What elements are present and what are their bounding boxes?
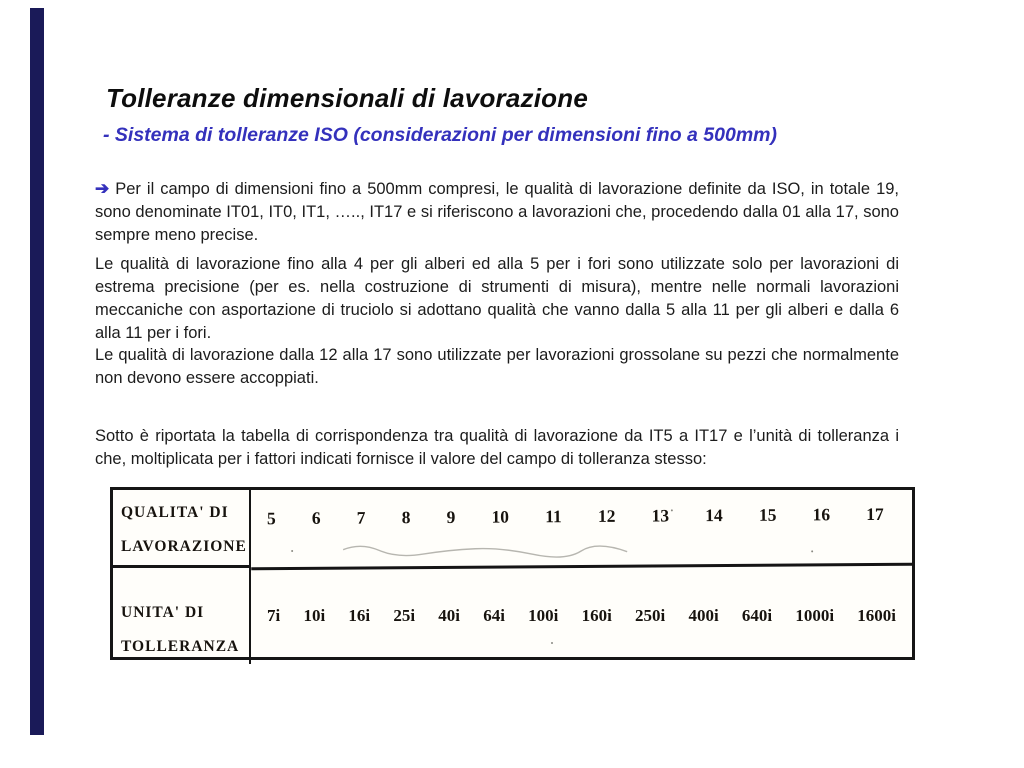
tolerance-unit: 640i	[741, 606, 773, 625]
paragraph-intro	[95, 177, 899, 247]
page-subtitle: - Sistema di tolleranze ISO (considerazioni per dimensioni fino a 500mm)	[103, 124, 777, 147]
tolerance-unit: 10i	[303, 606, 326, 625]
quality-label-line1: QUALITA' DI	[121, 504, 229, 521]
tolerance-unit: 25i	[393, 606, 416, 625]
scan-artifact-squiggle	[341, 542, 631, 560]
tolerance-unit: 40i	[438, 606, 460, 625]
paragraph-table-caption: Sotto è riportata la tabella di corrispondenza tra qualità di lavorazione da IT5 a IT17 e l’unità di tolleranza i che, moltiplicata per i fattori indicati fornisce il valore del campo di tolleranza stesso:	[95, 426, 899, 468]
quality-grade: 16	[812, 504, 831, 525]
quality-grade: 5	[266, 508, 276, 529]
quality-grade: 7	[356, 507, 366, 528]
slide-edge-bar	[30, 8, 44, 735]
quality-grade: 12	[597, 505, 616, 526]
quality-grade: 13	[651, 505, 670, 526]
tolerance-unit: 64i	[483, 606, 505, 625]
quality-grade: 10	[491, 506, 510, 527]
tolerance-table	[110, 487, 915, 660]
arrow-bullet-icon: ➔	[95, 178, 110, 198]
paragraph-intro-text: Per il campo di dimensioni fino a 500mm compresi, le qualità di lavorazione definite da ISO, in totale 19, sono denominate IT01, IT0, IT1, ….., IT17 e si riferiscono a lavorazioni che, procedendo dalla 01 alla 17, sono sempre meno precise.	[95, 179, 899, 244]
table-row-label-unit	[113, 568, 251, 664]
page-title: Tolleranze dimensionali di lavorazione	[106, 83, 588, 114]
tolerance-unit: 400i	[688, 606, 719, 625]
quality-grade: 6	[311, 507, 321, 528]
quality-grade: 8	[401, 507, 411, 528]
quality-grade: 14	[705, 505, 723, 526]
tolerance-unit: 160i	[581, 606, 612, 625]
unit-label-line2: TOLLERANZA	[121, 638, 240, 655]
tolerance-unit-row	[251, 568, 912, 664]
scan-artifact-speck	[811, 550, 813, 552]
quality-grade: 15	[758, 504, 777, 525]
table-row-label-quality	[113, 490, 251, 568]
paragraph-coarse: Le qualità di lavorazione dalla 12 alla 17 sono utilizzate per lavorazioni grossolane su pezzi che normalmente non devono essere accoppiati.	[95, 345, 899, 387]
tolerance-unit: 100i	[528, 606, 559, 625]
tolerance-unit: 16i	[348, 606, 371, 625]
quality-grade: 9	[446, 506, 456, 527]
tolerance-unit: 1600i	[857, 606, 896, 625]
scan-artifact-speck	[291, 550, 293, 552]
quality-grade: 17	[866, 503, 884, 525]
tolerance-unit: 1000i	[795, 606, 835, 625]
tolerance-unit: 250i	[635, 606, 666, 625]
scan-artifact-speck	[551, 642, 553, 644]
scan-artifact-speck	[671, 509, 673, 511]
unit-label-line1: UNITA' DI	[121, 604, 205, 621]
quality-grade-row	[251, 488, 913, 571]
paragraph-precision: Le qualità di lavorazione fino alla 4 per gli alberi ed alla 5 per i fori sono utilizzate solo per lavorazioni di estrema precisione (per es. nella costruzione di strumenti di misura), mentre nelle normali lavorazioni meccaniche con asportazione di truciolo si adottano qualità che vanno dalla 5 alla 11 per gli alberi e dalla 6 alla 11 per i fori.	[95, 254, 899, 342]
quality-grade: 11	[545, 506, 562, 527]
quality-label-line2: LAVORAZIONE	[121, 538, 247, 555]
tolerance-unit: 7i	[267, 606, 281, 625]
